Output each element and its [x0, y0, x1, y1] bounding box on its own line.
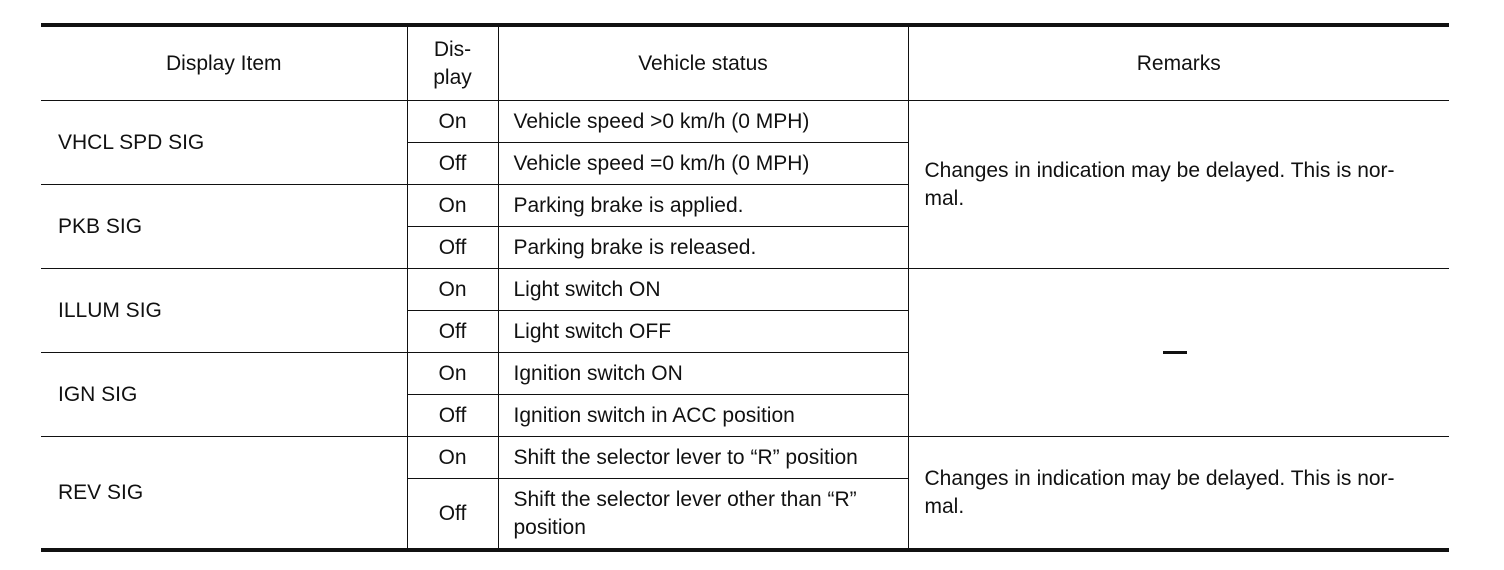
display-value-on: On [407, 269, 498, 311]
header-display: Dis- play [407, 25, 498, 101]
display-item-rev-sig: REV SIG [41, 437, 407, 551]
header-display-item: Display Item [41, 25, 407, 101]
table-header-row [41, 25, 1449, 101]
display-item-ign-sig: IGN SIG [41, 353, 407, 437]
vehicle-status: Light switch ON [498, 269, 908, 311]
display-item-vhcl-spd-sig: VHCL SPD SIG [41, 101, 407, 185]
display-value-off: Off [407, 311, 498, 353]
vehicle-status: Shift the selector lever other than “R” position [498, 479, 908, 551]
signal-display-table [41, 23, 1449, 552]
display-value-off: Off [407, 227, 498, 269]
display-value-on: On [407, 185, 498, 227]
display-value-off: Off [407, 143, 498, 185]
header-vehicle-status: Vehicle status [498, 25, 908, 101]
em-dash-mark [1163, 351, 1187, 354]
table-row [41, 269, 1449, 311]
vehicle-status: Vehicle speed >0 km/h (0 MPH) [498, 101, 908, 143]
display-value-on: On [407, 353, 498, 395]
display-value-on: On [407, 437, 498, 479]
display-item-illum-sig: ILLUM SIG [41, 269, 407, 353]
vehicle-status: Parking brake is released. [498, 227, 908, 269]
signal-table-container [41, 23, 1449, 552]
vehicle-status: Light switch OFF [498, 311, 908, 353]
vehicle-status: Ignition switch ON [498, 353, 908, 395]
table-row [41, 101, 1449, 143]
display-value-off: Off [407, 395, 498, 437]
display-item-pkb-sig: PKB SIG [41, 185, 407, 269]
display-value-on: On [407, 101, 498, 143]
vehicle-status: Parking brake is applied. [498, 185, 908, 227]
vehicle-status: Shift the selector lever to “R” position [498, 437, 908, 479]
display-value-off: Off [407, 479, 498, 551]
remark-delay-note: Changes in indication may be delayed. This is nor- mal. [908, 437, 1449, 551]
vehicle-status: Vehicle speed =0 km/h (0 MPH) [498, 143, 908, 185]
table-row [41, 437, 1449, 479]
vehicle-status: Ignition switch in ACC position [498, 395, 908, 437]
header-remarks: Remarks [908, 25, 1449, 101]
remark-delay-note: Changes in indication may be delayed. This is nor- mal. [908, 101, 1449, 269]
remark-none [908, 269, 1449, 437]
